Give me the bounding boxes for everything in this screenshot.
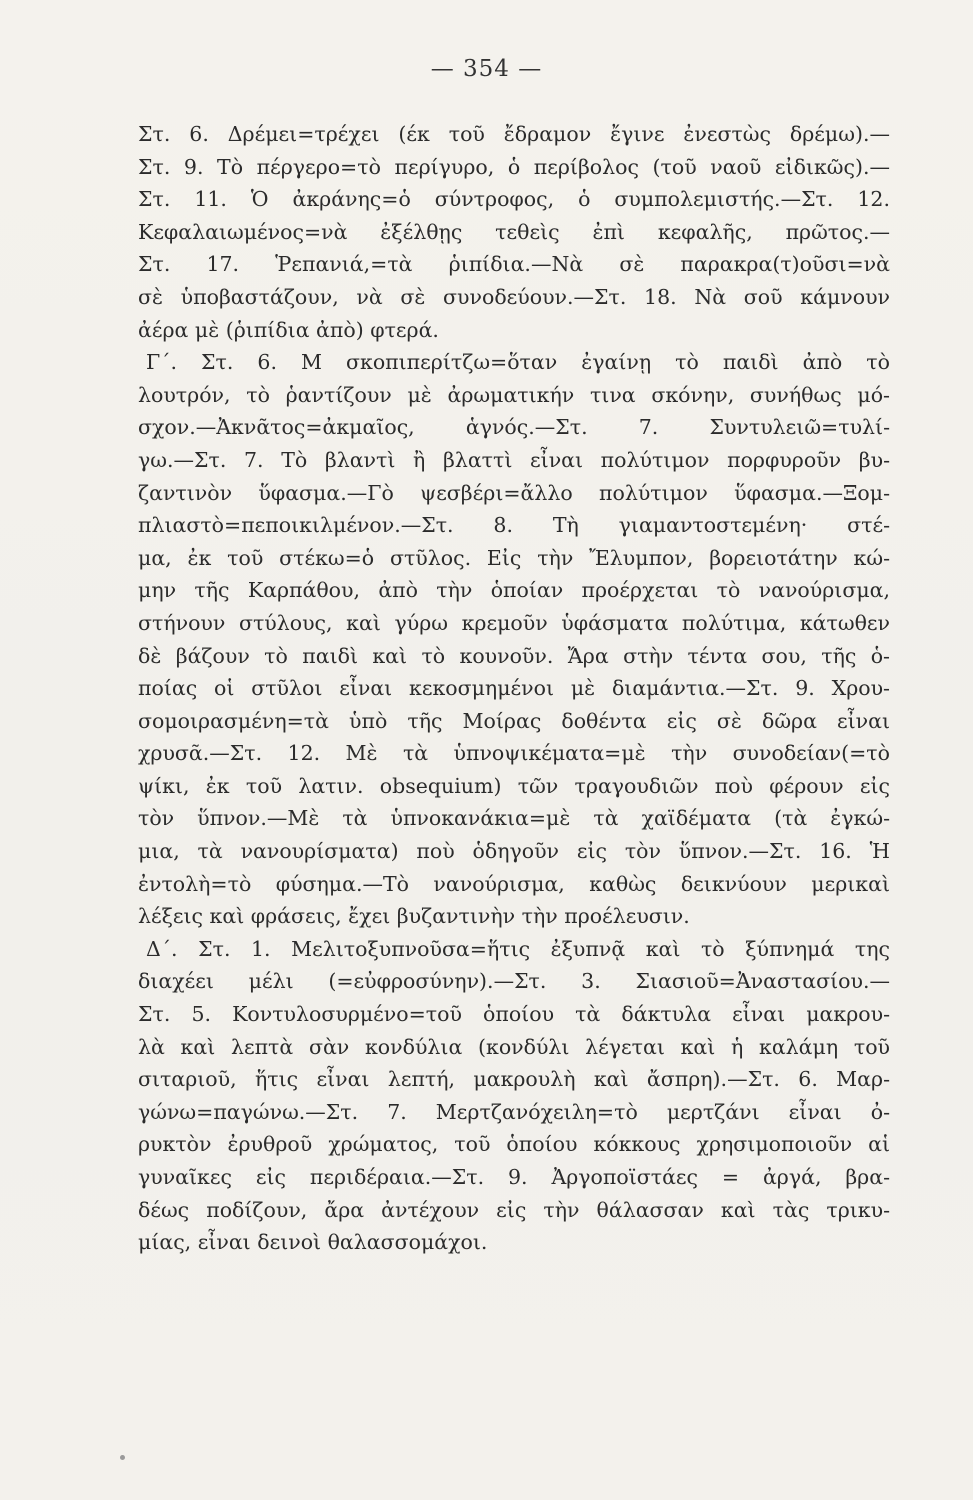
text-line: τὸν ὕπνον.—Μὲ τὰ ὑπνοκανάκια=μὲ τὰ χαϊδέματα (τὰ ἐγκώ-: [138, 806, 890, 831]
text-line: Γ΄. Στ. 6. Μ σκοπιπερίτζω=ὅταν ἐγαίνῃ τὸ παιδὶ ἀπὸ τὸ: [146, 350, 890, 375]
text-line: δὲ βάζουν τὸ παιδὶ καὶ τὸ κουνοῦν. Ἄρα στὴν τέντα σου, τῆς ὁ-: [138, 643, 890, 668]
text-line: σχον.—Ἀκνᾶτος=ἀκμαῖος, ἁγνός.—Στ. 7. Συντυλειῶ=τυλί-: [138, 415, 890, 440]
text-line: ἀέρα μὲ (ῥιπίδια ἀπὸ) φτερά.: [138, 317, 439, 342]
text-line: ἐντολὴ=τὸ φύσημα.—Τὸ νανούρισμα, καθὼς δεικνύουν μερικαὶ: [138, 871, 890, 896]
text-line: ποίας οἱ στῦλοι εἶναι κεκοσμημένοι μὲ διαμάντια.—Στ. 9. Χρου-: [138, 676, 890, 701]
text-line: μα, ἐκ τοῦ στέκω=ὁ στῦλος. Εἰς τὴν Ἔλυμπον, βορειοτάτην κώ-: [138, 545, 890, 570]
text-line: μίας, εἶναι δεινοὶ θαλασσομάχοι.: [138, 1230, 488, 1255]
text-line: σομοιρασμένη=τὰ ὑπὸ τῆς Μοίρας δοθέντα εἰς σὲ δῶρα εἶναι: [138, 708, 890, 733]
text-line: δέως ποδίζουν, ἄρα ἀντέχουν εἰς τὴν θάλασσαν καὶ τὰς τρικυ-: [138, 1197, 890, 1222]
page-number: — 354 —: [430, 56, 543, 82]
text-line: λὰ καὶ λεπτὰ σὰν κονδύλια (κονδύλι λέγεται καὶ ἡ καλάμη τοῦ: [138, 1034, 890, 1059]
text-line: μην τῆς Καρπάθου, ἀπὸ τὴν ὁποίαν προέρχεται τὸ νανούρισμα,: [138, 578, 890, 603]
text-line: ψίκι, ἐκ τοῦ λατιν. obsequium) τῶν τραγουδιῶν ποὺ φέρουν εἰς: [138, 773, 890, 798]
text-line: χρυσᾶ.—Στ. 12. Μὲ τὰ ὑπνοψικέματα=μὲ τὴν συνοδείαν(=τὸ: [138, 741, 890, 766]
text-line: Κεφαλαιωμένος=νὰ ἐξέλθῃς τεθεὶς ἐπὶ κεφαλῆς, πρῶτος.—: [138, 219, 890, 244]
text-line: στήνουν στύλους, καὶ γύρω κρεμοῦν ὑφάσματα πολύτιμα, κάτωθεν: [138, 610, 890, 635]
text-line: γώνω=παγώνω.—Στ. 7. Μερτζανόχειλη=τὸ μερτζάνι εἶναι ὀ-: [138, 1099, 890, 1124]
text-line: γυναῖκες εἰς περιδέραια.—Στ. 9. Ἀργοποϊστάες = ἀργά, βρα-: [138, 1165, 890, 1189]
text-line: σιταριοῦ, ἥτις εἶναι λεπτή, μακρουλὴ καὶ ἄσπρη).—Στ. 6. Μαρ-: [138, 1067, 890, 1092]
text-line: διαχέει μέλι (=εὐφροσύνην).—Στ. 3. Σιασιοῦ=Ἀναστασίου.—: [138, 969, 890, 994]
text-line: γω.—Στ. 7. Τὸ βλαντὶ ἢ βλαττὶ εἶναι πολύτιμον πορφυροῦν βυ-: [138, 447, 890, 472]
text-line: Στ. 6. Δρέμει=τρέχει (έκ τοῦ ἔδραμον ἔγινε ἐνεστὼς δρέμω).—: [138, 122, 890, 146]
text-line: Στ. 5. Κοντυλοσυρμένο=τοῦ ὁποίου τὰ δάκτυλα εἶναι μακρου-: [138, 1002, 890, 1027]
text-line: πλιαστὸ=πεποικιλμένον.—Στ. 8. Τὴ γιαμαντοστεμένη· στέ-: [138, 513, 890, 538]
text-line: ρυκτὸν ἐρυθροῦ χρώματος, τοῦ ὁποίου κόκκους χρησιμοποιοῦν αἱ: [138, 1132, 890, 1157]
text-line: λέξεις καὶ φράσεις, ἔχει βυζαντινὴν τὴν προέλευσιν.: [138, 904, 690, 929]
text-line: ζαντινὸν ὕφασμα.—Γὸ ψεσβέρι=ἄλλο πολύτιμον ὕφασμα.—Ξομ-: [138, 480, 890, 505]
text-line: σὲ ὑποβαστάζουν, νὰ σὲ συνοδεύουν.—Στ. 18. Νὰ σοῦ κάμνουν: [138, 284, 890, 309]
text-line: Δ΄. Στ. 1. Μελιτοξυπνοῦσα=ἥτις ἐξυπνᾷ καὶ τὸ ξύπνημά της: [146, 936, 890, 961]
text-line: Στ. 17. Ῥεπανιά,=τὰ ῥιπίδια.—Νὰ σὲ παρακρα(τ)οῦσι=νὰ: [138, 252, 890, 277]
text-line: μια, τὰ νανουρίσματα) ποὺ ὁδηγοῦν εἰς τὸν ὕπνον.—Στ. 16. Ἡ: [138, 839, 890, 864]
body-text: [138, 118, 890, 1259]
ink-speck: [120, 1455, 125, 1460]
text-line: λουτρόν, τὸ ῥαντίζουν μὲ ἀρωματικήν τινα σκόνην, συνήθως μό-: [138, 382, 890, 407]
text-line: Στ. 11. Ὁ ἀκράνης=ὁ σύντροφος, ὁ συμπολεμιστής.—Στ. 12.: [138, 187, 890, 212]
text-line: Στ. 9. Τὸ πέργερο=τὸ περίγυρο, ὁ περίβολος (τοῦ ναοῦ εἰδικῶς).—: [138, 154, 890, 179]
